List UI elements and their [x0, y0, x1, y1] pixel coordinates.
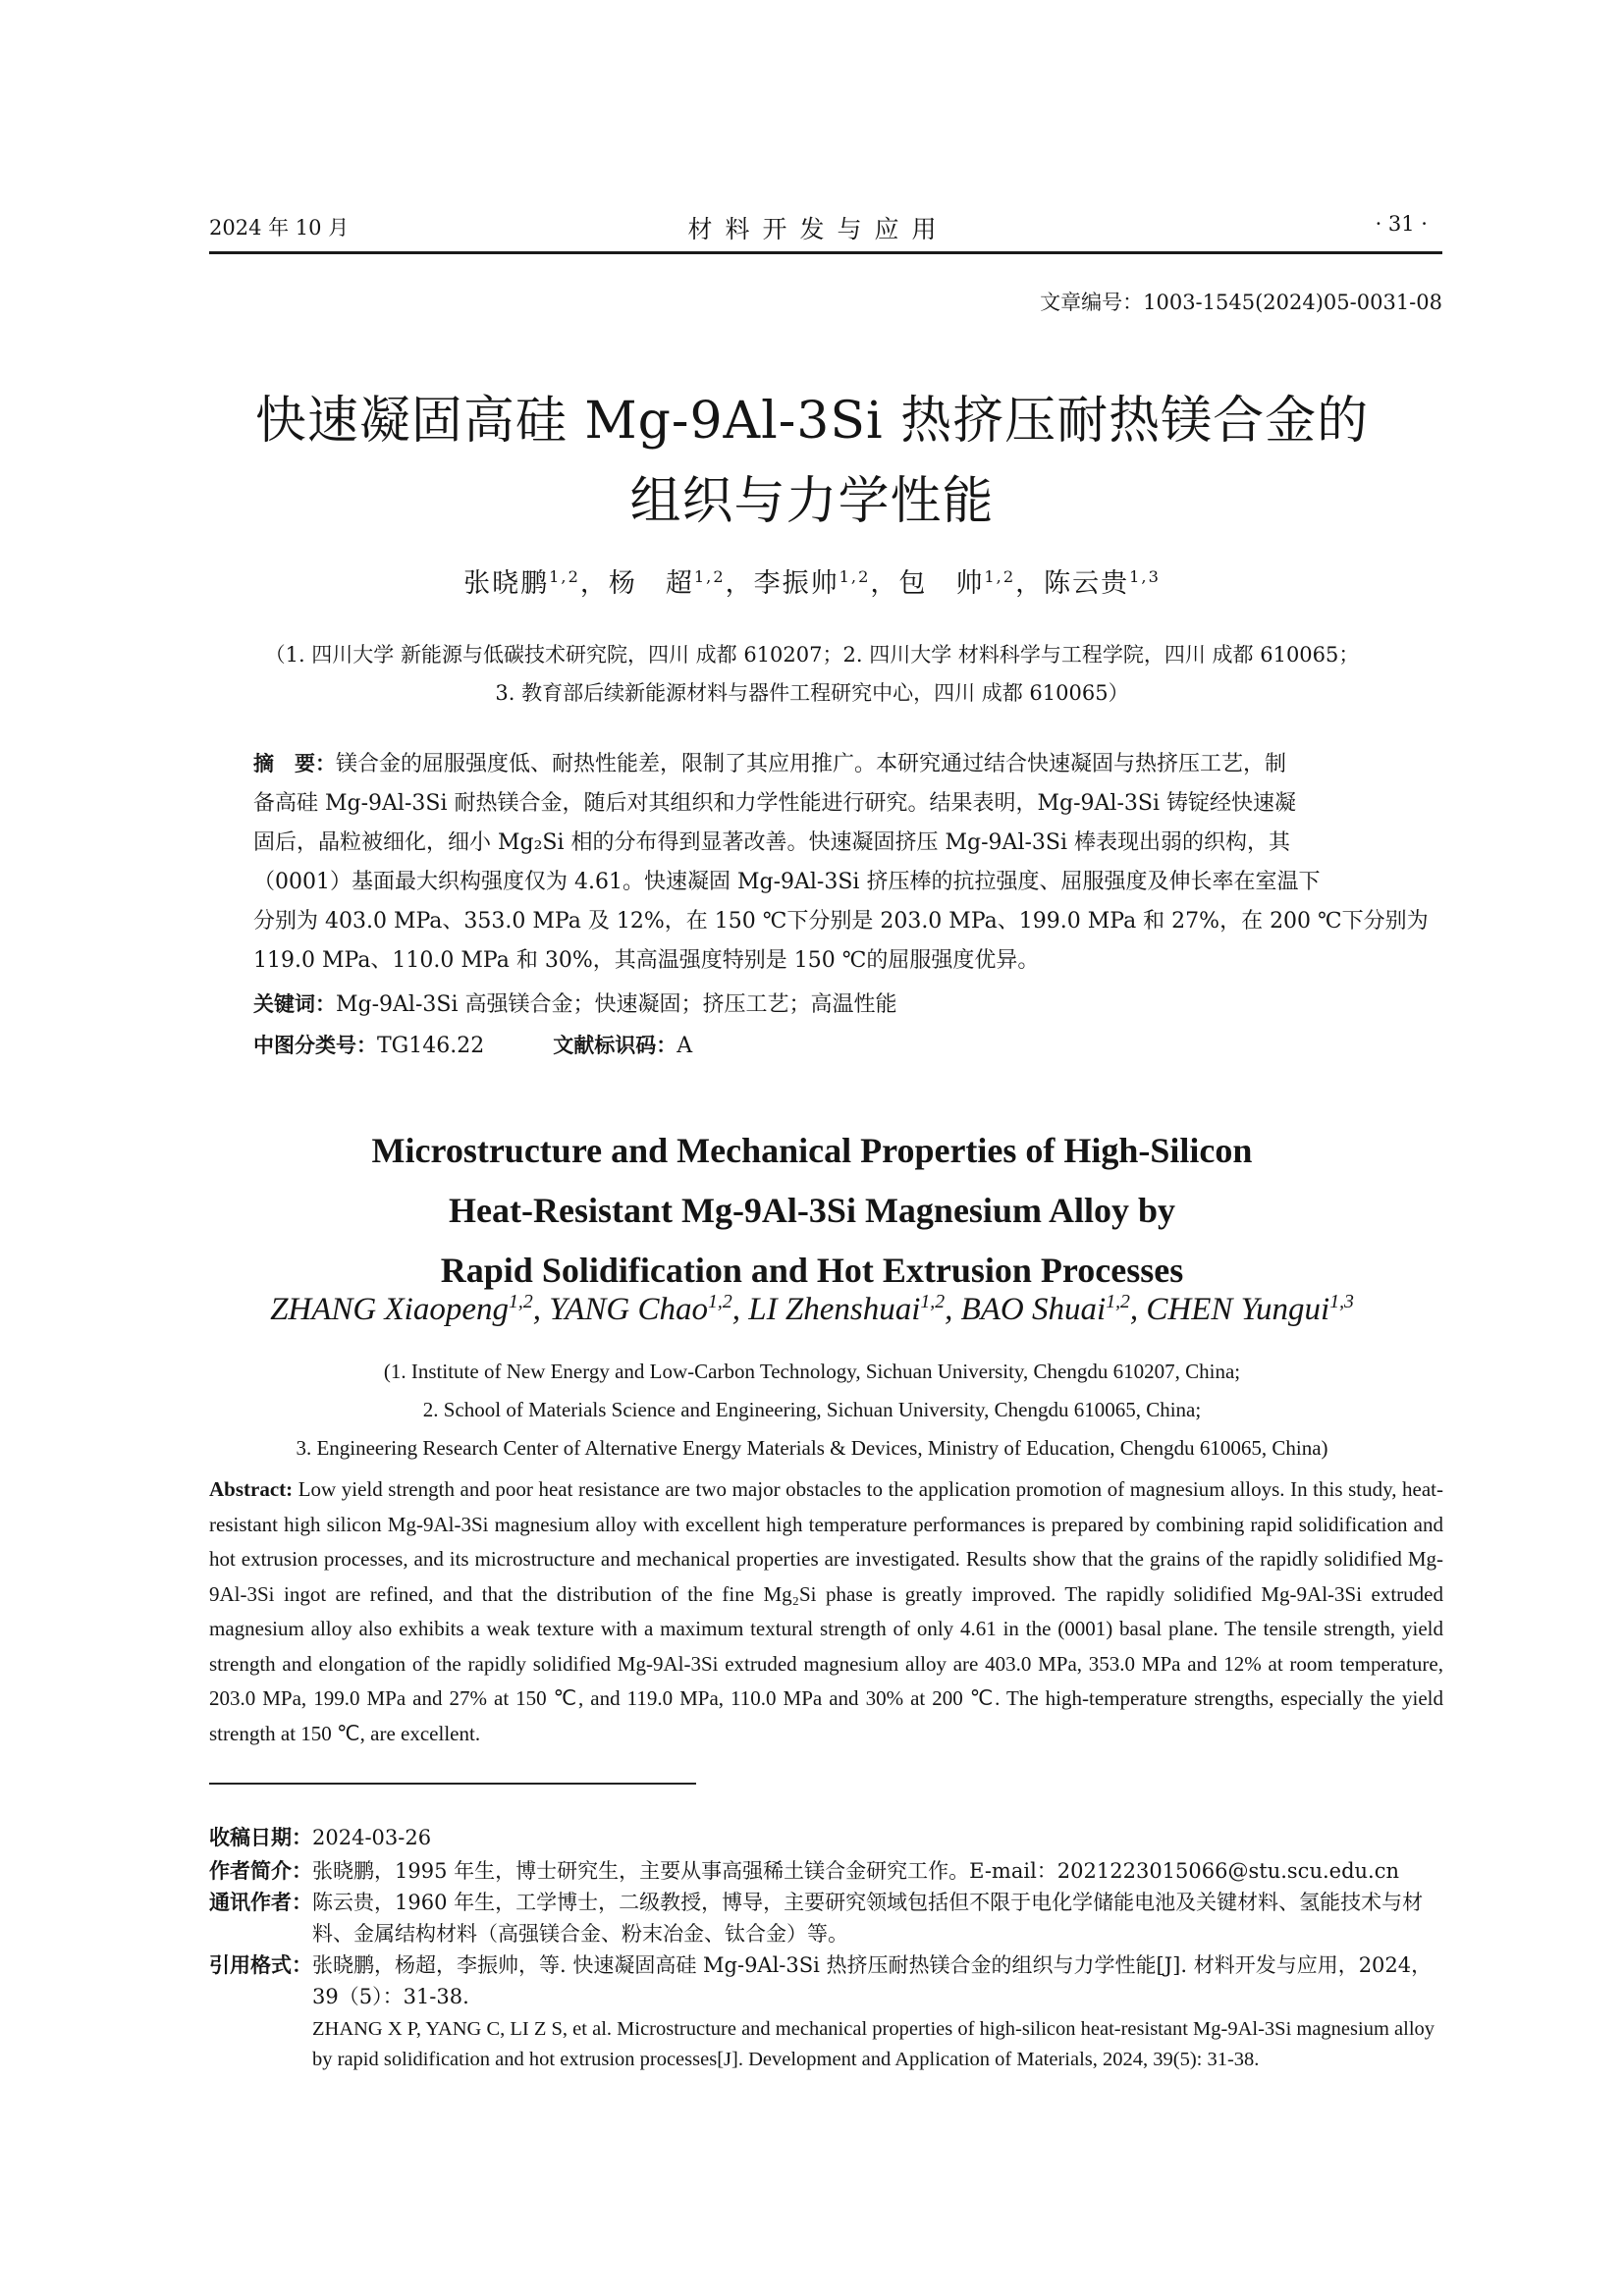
doc-code-label: 文献标识码：	[553, 1034, 677, 1057]
abstract-line: 固后，晶粒被细化，细小 Mg₂Si 相的分布得到显著改善。快速凝固挤压 Mg-9Al-3Si 棒表现出弱的织构，其	[253, 830, 1291, 855]
citation-english: ZHANG X P, YANG C, LI Z S, et al. Microstructure and mechanical properties of high-silicon heat-resistant Mg-9Al-3Si magnesium alloy by rapid solidification and hot extrusion processes[J]. Development and Application of Materials, 2024, 39(5): 31-38.	[312, 2018, 1435, 2070]
author-name: YANG Chao	[549, 1292, 709, 1327]
affiliations-english	[0, 1353, 1624, 1468]
affiliation-line: （1. 四川大学 新能源与低碳技术研究院，四川 成都 610207；2. 四川大学 材料科学与工程学院，四川 成都 610065；	[264, 643, 1360, 667]
abstract-english-text: Low yield strength and poor heat resistance are two major obstacles to the application promotion of magnesium alloys. In this study, heat-resistant high silicon Mg-9Al-3Si magnesium alloy with excellent high temperature performances is prepared by combining rapid solidification and hot extrusion processes, and its microstructure and mechanical properties are investigated. Results show that the grains of the rapidly solidified Mg-9Al-3Si ingot are refined, and that the distribution of the fine Mg₂Si phase is greatly improved. The rapidly solidified Mg-9Al-3Si extruded magnesium alloy also exhibits a weak texture with a maximum textural strength of only 4.61 in the (0001) basal plane. The tensile strength, yield strength and elongation of the rapidly solidified Mg-9Al-3Si extruded magnesium alloy are 403.0 MPa, 353.0 MPa and 12% at room temperature, 203.0 MPa, 199.0 MPa and 27% at 150 ℃, and 119.0 MPa, 110.0 MPa and 30% at 200 ℃. The high-temperature strengths, especially the yield strength at 150 ℃, are excellent.	[209, 1477, 1443, 1745]
abstract-line: 备高硅 Mg-9Al-3Si 耐热镁合金，随后对其组织和力学性能进行研究。结果表明，Mg-9Al-3Si 铸锭经快速凝	[253, 791, 1296, 816]
author-name: ZHANG Xiaopeng	[270, 1292, 509, 1327]
title-english-line-3: Rapid Solidification and Hot Extrusion Processes	[440, 1251, 1184, 1290]
title-chinese-line-1: 快速凝固高硅 Mg-9Al-3Si 热挤压耐热镁合金的	[254, 392, 1370, 451]
received-label: 收稿日期：	[209, 1826, 312, 1849]
header-page-number: · 31 ·	[1375, 212, 1428, 236]
author-affiliation: 1,2	[920, 1291, 946, 1312]
author-name: CHEN Yungui	[1146, 1292, 1330, 1327]
author-affiliation: 1,2	[508, 1291, 533, 1312]
author-name: LI Zhenshuai	[748, 1292, 921, 1327]
author-name: 李振帅	[753, 568, 839, 599]
abstract-line: 摘 要：镁合金的屈服强度低、耐热性能差，限制了其应用推广。本研究通过结合快速凝固与热挤压工艺，制	[253, 752, 1287, 776]
received-date-note	[209, 1822, 1443, 1853]
author-affiliation: 1,2	[693, 567, 726, 586]
affiliations-chinese	[0, 636, 1624, 713]
author-affiliation: 1,3	[1129, 567, 1161, 586]
author-name: 杨 超	[608, 568, 694, 599]
author-bio-text: 张晓鹏，1995 年生，博士研究生，主要从事高强稀土镁合金研究工作。E-mail：2021223015066@stu.scu.edu.cn	[312, 1859, 1399, 1883]
article-number: 文章编号：1003-1545(2024)05-0031-08	[1040, 291, 1442, 314]
author-affiliation: 1,2	[708, 1291, 732, 1312]
header-rule	[209, 251, 1442, 254]
title-english	[0, 1121, 1624, 1301]
corresponding-author-label: 通讯作者：	[209, 1891, 312, 1914]
abstract-line: （0001）基面最大织构强度仅为 4.61。快速凝固 Mg-9Al-3Si 挤压棒的抗拉强度、屈服强度及伸长率在室温下	[253, 870, 1321, 894]
title-chinese	[0, 381, 1624, 542]
citation-note	[209, 1949, 1443, 2075]
corresponding-author-text: 陈云贵，1960 年生，工学博士，二级教授，博导，主要研究领域包括但不限于电化学储能电池及关键材料、氢能技术与材料、金属结构材料（高强镁合金、粉末冶金、钛合金）等。	[312, 1891, 1424, 1946]
abstract-end-underline	[209, 1783, 696, 1785]
author-affiliation: 1,2	[1106, 1291, 1130, 1312]
author-bio-note	[209, 1855, 1443, 1887]
author-name: 陈云贵	[1044, 568, 1130, 599]
author-affiliation: 1,2	[984, 567, 1016, 586]
title-english-line-2: Heat-Resistant Mg-9Al-3Si Magnesium Alloy by	[449, 1191, 1175, 1230]
author-affiliation: 1,3	[1329, 1291, 1354, 1312]
citation-label: 引用格式：	[209, 1953, 312, 1977]
abstract-line: 119.0 MPa、110.0 MPa 和 30%，其高温强度特别是 150 ℃的屈服强度优异。	[253, 948, 1040, 973]
keywords-chinese	[253, 989, 1432, 1020]
citation-chinese: 张晓鹏，杨超，李振帅，等. 快速凝固高硅 Mg-9Al-3Si 热挤压耐热镁合金的组织与力学性能[J]. 材料开发与应用，2024，39（5）：31-38.	[312, 1953, 1433, 2008]
doc-code-value: A	[677, 1034, 693, 1058]
affiliation-line: 3. Engineering Research Center of Alternative Energy Materials & Devices, Ministry of Education, Chengdu 610065, China)	[296, 1436, 1328, 1460]
title-english-line-1: Microstructure and Mechanical Properties of High-Silicon	[371, 1131, 1253, 1170]
title-chinese-line-2: 组织与力学性能	[629, 472, 995, 531]
author-name: 包 帅	[898, 568, 985, 599]
affiliation-line: 2. School of Materials Science and Engineering, Sichuan University, Chengdu 610065, China;	[422, 1398, 1202, 1421]
author-name: BAO Shuai	[960, 1292, 1107, 1327]
received-date: 2024-03-26	[312, 1826, 432, 1849]
corresponding-author-note	[209, 1887, 1443, 1949]
classification-row	[253, 1031, 1432, 1061]
clc-label: 中图分类号：	[253, 1034, 377, 1057]
abstract-label: 摘 要：	[253, 752, 336, 775]
affiliation-line: (1. Institute of New Energy and Low-Carbon Technology, Sichuan University, Chengdu 610207, China;	[383, 1360, 1241, 1383]
author-bio-label: 作者简介：	[209, 1859, 312, 1883]
header-date: 2024 年 10 月	[209, 216, 350, 240]
keywords-label: 关键词：	[253, 992, 336, 1016]
authors-english: ZHANG Xiaopeng$^{1,2}$, YANG Chao$^{1,2}$, LI Zhenshuai$^{1,2}$, BAO Shuai$^{1,2}$, CHEN Yungui$^{1,3}$	[270, 1291, 1354, 1327]
abstract-chinese	[253, 744, 1432, 981]
keywords-text: Mg-9Al-3Si 高强镁合金；快速凝固；挤压工艺；高温性能	[336, 992, 897, 1017]
affiliation-line: 3. 教育部后续新能源材料与器件工程研究中心，四川 成都 610065）	[495, 681, 1129, 705]
abstract-line: 分别为 403.0 MPa、353.0 MPa 及 12%，在 150 ℃下分别是 203.0 MPa、199.0 MPa 和 27%，在 200 ℃下分别为	[253, 909, 1429, 934]
authors-chinese: 张晓鹏$^{1,2}$，杨 超$^{1,2}$，李振帅$^{1,2}$，包 帅$^{1,2}$，陈云贵$^{1,3}$	[463, 567, 1161, 599]
clc-value: TG146.22	[377, 1034, 485, 1058]
author-affiliation: 1,2	[839, 567, 871, 586]
author-name: 张晓鹏	[463, 568, 550, 599]
author-affiliation: 1,2	[549, 567, 580, 586]
header-journal-name: 材料开发与应用	[687, 215, 949, 243]
abstract-english	[209, 1472, 1443, 1751]
abstract-english-label: Abstract:	[209, 1477, 294, 1501]
